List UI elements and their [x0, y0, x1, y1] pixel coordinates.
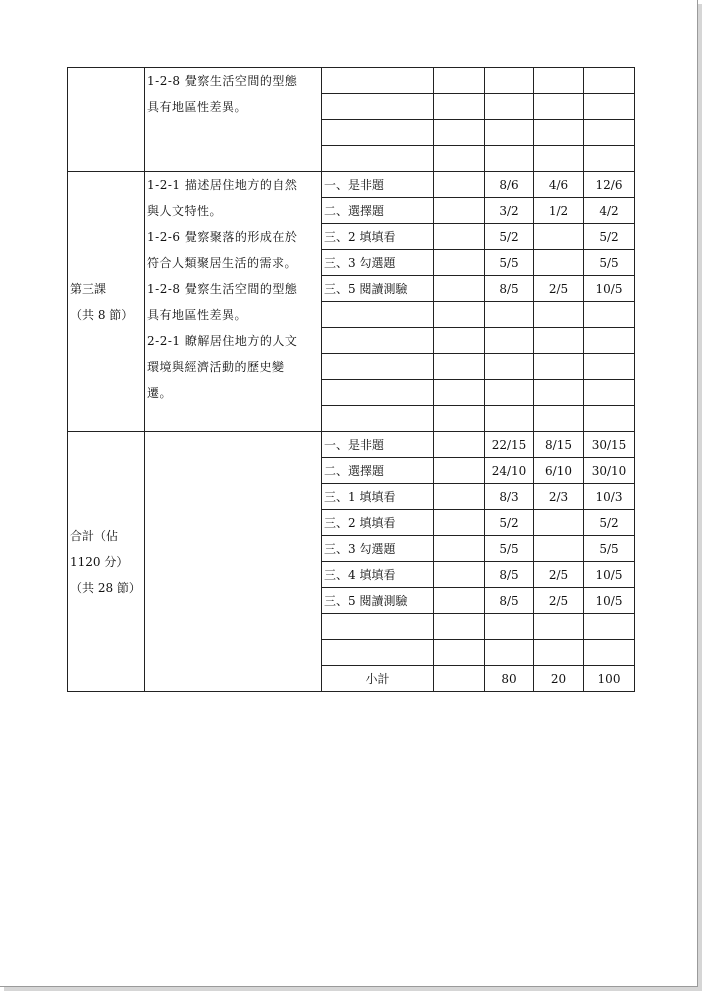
score-cell-a	[434, 224, 485, 250]
score-cell-d	[584, 146, 635, 172]
objectives-cell-line: 1-2-1 描述居住地方的自然	[147, 178, 298, 192]
page-shadow-bottom	[4, 987, 702, 991]
score-cell-d: 5/2	[584, 510, 635, 536]
score-cell-c: 6/10	[534, 458, 584, 484]
score-cell-a	[434, 198, 485, 224]
score-cell-c	[534, 146, 584, 172]
score-cell-b: 3/2	[485, 198, 534, 224]
subtotal-label: 小計	[322, 666, 434, 692]
question-type-cell	[322, 380, 434, 406]
score-cell-a	[434, 302, 485, 328]
objectives-cell-line: 環境與經濟活動的歷史變	[147, 360, 285, 374]
score-cell-b: 5/5	[485, 536, 534, 562]
score-cell-c: 8/15	[534, 432, 584, 458]
score-cell-c	[534, 354, 584, 380]
subtotal-cell-a	[434, 666, 485, 692]
objectives-cell-line: 符合人類聚居生活的需求。	[147, 256, 298, 270]
score-cell-b	[485, 328, 534, 354]
score-cell-d: 5/5	[584, 536, 635, 562]
question-type-cell: 三、3 勾選題	[322, 250, 434, 276]
score-cell-d: 5/5	[584, 250, 635, 276]
score-cell-b: 8/3	[485, 484, 534, 510]
score-cell-a	[434, 614, 485, 640]
subtotal-cell-b: 80	[485, 666, 534, 692]
score-cell-c: 2/3	[534, 484, 584, 510]
score-cell-b	[485, 380, 534, 406]
score-cell-b	[485, 94, 534, 120]
objectives-cell-line: 1-2-8 覺察生活空間的型態	[147, 282, 298, 296]
score-cell-b	[485, 146, 534, 172]
score-cell-d: 5/2	[584, 224, 635, 250]
question-type-cell	[322, 302, 434, 328]
table-body	[68, 68, 635, 692]
score-cell-b: 8/5	[485, 562, 534, 588]
score-cell-a	[434, 562, 485, 588]
score-cell-d	[584, 94, 635, 120]
score-cell-b	[485, 354, 534, 380]
score-cell-b: 8/5	[485, 588, 534, 614]
objectives-cell	[145, 68, 322, 172]
question-type-cell	[322, 68, 434, 94]
score-cell-a	[434, 68, 485, 94]
question-type-cell: 三、4 填填看	[322, 562, 434, 588]
score-cell-c	[534, 614, 584, 640]
total-lesson-cell-line: （共 28 節）	[70, 580, 141, 595]
objectives-cell-line: 2-2-1 瞭解居住地方的人文	[147, 334, 298, 348]
score-cell-b: 5/2	[485, 224, 534, 250]
question-type-cell	[322, 354, 434, 380]
objectives-cell-line: 與人文特性。	[147, 204, 223, 218]
score-cell-c	[534, 328, 584, 354]
question-type-cell: 三、5 閱讀測驗	[322, 276, 434, 302]
score-cell-a	[434, 510, 485, 536]
lesson-cell	[68, 172, 145, 432]
total-lesson-cell-line: 1120 分）	[70, 554, 129, 569]
lesson-cell-empty	[68, 68, 145, 172]
score-cell-d	[584, 354, 635, 380]
score-cell-a	[434, 432, 485, 458]
question-type-cell: 三、3 勾選題	[322, 536, 434, 562]
score-cell-a	[434, 250, 485, 276]
score-cell-d: 10/5	[584, 588, 635, 614]
score-cell-d: 30/10	[584, 458, 635, 484]
lesson-cell-line: 第三課	[70, 281, 107, 296]
score-cell-d: 4/2	[584, 198, 635, 224]
score-cell-a	[434, 94, 485, 120]
score-cell-a	[434, 640, 485, 666]
question-type-cell	[322, 640, 434, 666]
score-distribution-table	[67, 67, 635, 692]
score-cell-a	[434, 458, 485, 484]
score-cell-d	[584, 120, 635, 146]
score-cell-d: 10/3	[584, 484, 635, 510]
score-cell-d	[584, 68, 635, 94]
question-type-cell: 三、1 填填看	[322, 484, 434, 510]
score-cell-d	[584, 406, 635, 432]
score-cell-c: 1/2	[534, 198, 584, 224]
score-cell-a	[434, 354, 485, 380]
score-cell-a	[434, 536, 485, 562]
page-border-bottom	[0, 986, 698, 987]
objectives-cell-line: 1-2-6 覺察聚落的形成在於	[147, 230, 298, 244]
score-cell-b: 22/15	[485, 432, 534, 458]
total-lesson-cell	[68, 432, 145, 692]
table-row	[68, 432, 635, 458]
question-type-cell	[322, 146, 434, 172]
question-type-cell: 三、2 填填看	[322, 224, 434, 250]
score-cell-a	[434, 406, 485, 432]
score-cell-b: 5/2	[485, 510, 534, 536]
score-cell-c	[534, 406, 584, 432]
question-type-cell: 一、是非題	[322, 432, 434, 458]
score-cell-d	[584, 380, 635, 406]
score-cell-d: 12/6	[584, 172, 635, 198]
total-lesson-cell-line: 合計（佔	[70, 528, 119, 543]
objectives-cell-line: 1-2-8 覺察生活空間的型態	[147, 74, 298, 88]
question-type-cell	[322, 406, 434, 432]
score-cell-a	[434, 120, 485, 146]
score-cell-c	[534, 380, 584, 406]
objectives-cell	[145, 172, 322, 432]
objectives-cell-line: 具有地區性差異。	[147, 100, 248, 114]
score-cell-a	[434, 172, 485, 198]
question-type-cell: 三、5 閱讀測驗	[322, 588, 434, 614]
subtotal-cell-c: 20	[534, 666, 584, 692]
question-type-cell: 三、2 填填看	[322, 510, 434, 536]
score-cell-d	[584, 302, 635, 328]
score-cell-b	[485, 120, 534, 146]
question-type-cell	[322, 328, 434, 354]
score-cell-c	[534, 94, 584, 120]
score-cell-d	[584, 328, 635, 354]
score-cell-a	[434, 484, 485, 510]
score-cell-c	[534, 510, 584, 536]
score-cell-b	[485, 640, 534, 666]
question-type-cell: 二、選擇題	[322, 458, 434, 484]
score-cell-c	[534, 302, 584, 328]
objectives-cell-line: 具有地區性差異。	[147, 308, 248, 322]
score-cell-d: 30/15	[584, 432, 635, 458]
page-border-right	[697, 0, 698, 986]
question-type-cell	[322, 94, 434, 120]
table-row	[68, 172, 635, 198]
score-cell-d	[584, 640, 635, 666]
score-cell-a	[434, 588, 485, 614]
score-cell-b: 8/6	[485, 172, 534, 198]
lesson-cell-line: （共 8 節）	[70, 307, 134, 322]
score-cell-b	[485, 302, 534, 328]
score-cell-c	[534, 536, 584, 562]
score-cell-c	[534, 120, 584, 146]
score-cell-c	[534, 68, 584, 94]
score-cell-b	[485, 68, 534, 94]
score-cell-c: 4/6	[534, 172, 584, 198]
score-cell-c: 2/5	[534, 562, 584, 588]
question-type-cell	[322, 120, 434, 146]
score-cell-b: 24/10	[485, 458, 534, 484]
score-cell-d	[584, 614, 635, 640]
score-cell-a	[434, 380, 485, 406]
score-cell-b	[485, 406, 534, 432]
score-cell-d: 10/5	[584, 562, 635, 588]
score-cell-c	[534, 250, 584, 276]
score-cell-c	[534, 640, 584, 666]
subtotal-cell-d: 100	[584, 666, 635, 692]
score-cell-d: 10/5	[584, 276, 635, 302]
score-cell-a	[434, 328, 485, 354]
page-shadow-right	[698, 4, 702, 990]
score-cell-b	[485, 614, 534, 640]
question-type-cell: 一、是非題	[322, 172, 434, 198]
score-cell-b: 5/5	[485, 250, 534, 276]
score-cell-c: 2/5	[534, 276, 584, 302]
score-cell-a	[434, 146, 485, 172]
score-cell-a	[434, 276, 485, 302]
question-type-cell	[322, 614, 434, 640]
objectives-cell-empty	[145, 432, 322, 692]
score-cell-b: 8/5	[485, 276, 534, 302]
table-row	[68, 68, 635, 94]
question-type-cell: 二、選擇題	[322, 198, 434, 224]
score-cell-c: 2/5	[534, 588, 584, 614]
objectives-cell-line: 遷。	[147, 386, 173, 400]
score-cell-c	[534, 224, 584, 250]
